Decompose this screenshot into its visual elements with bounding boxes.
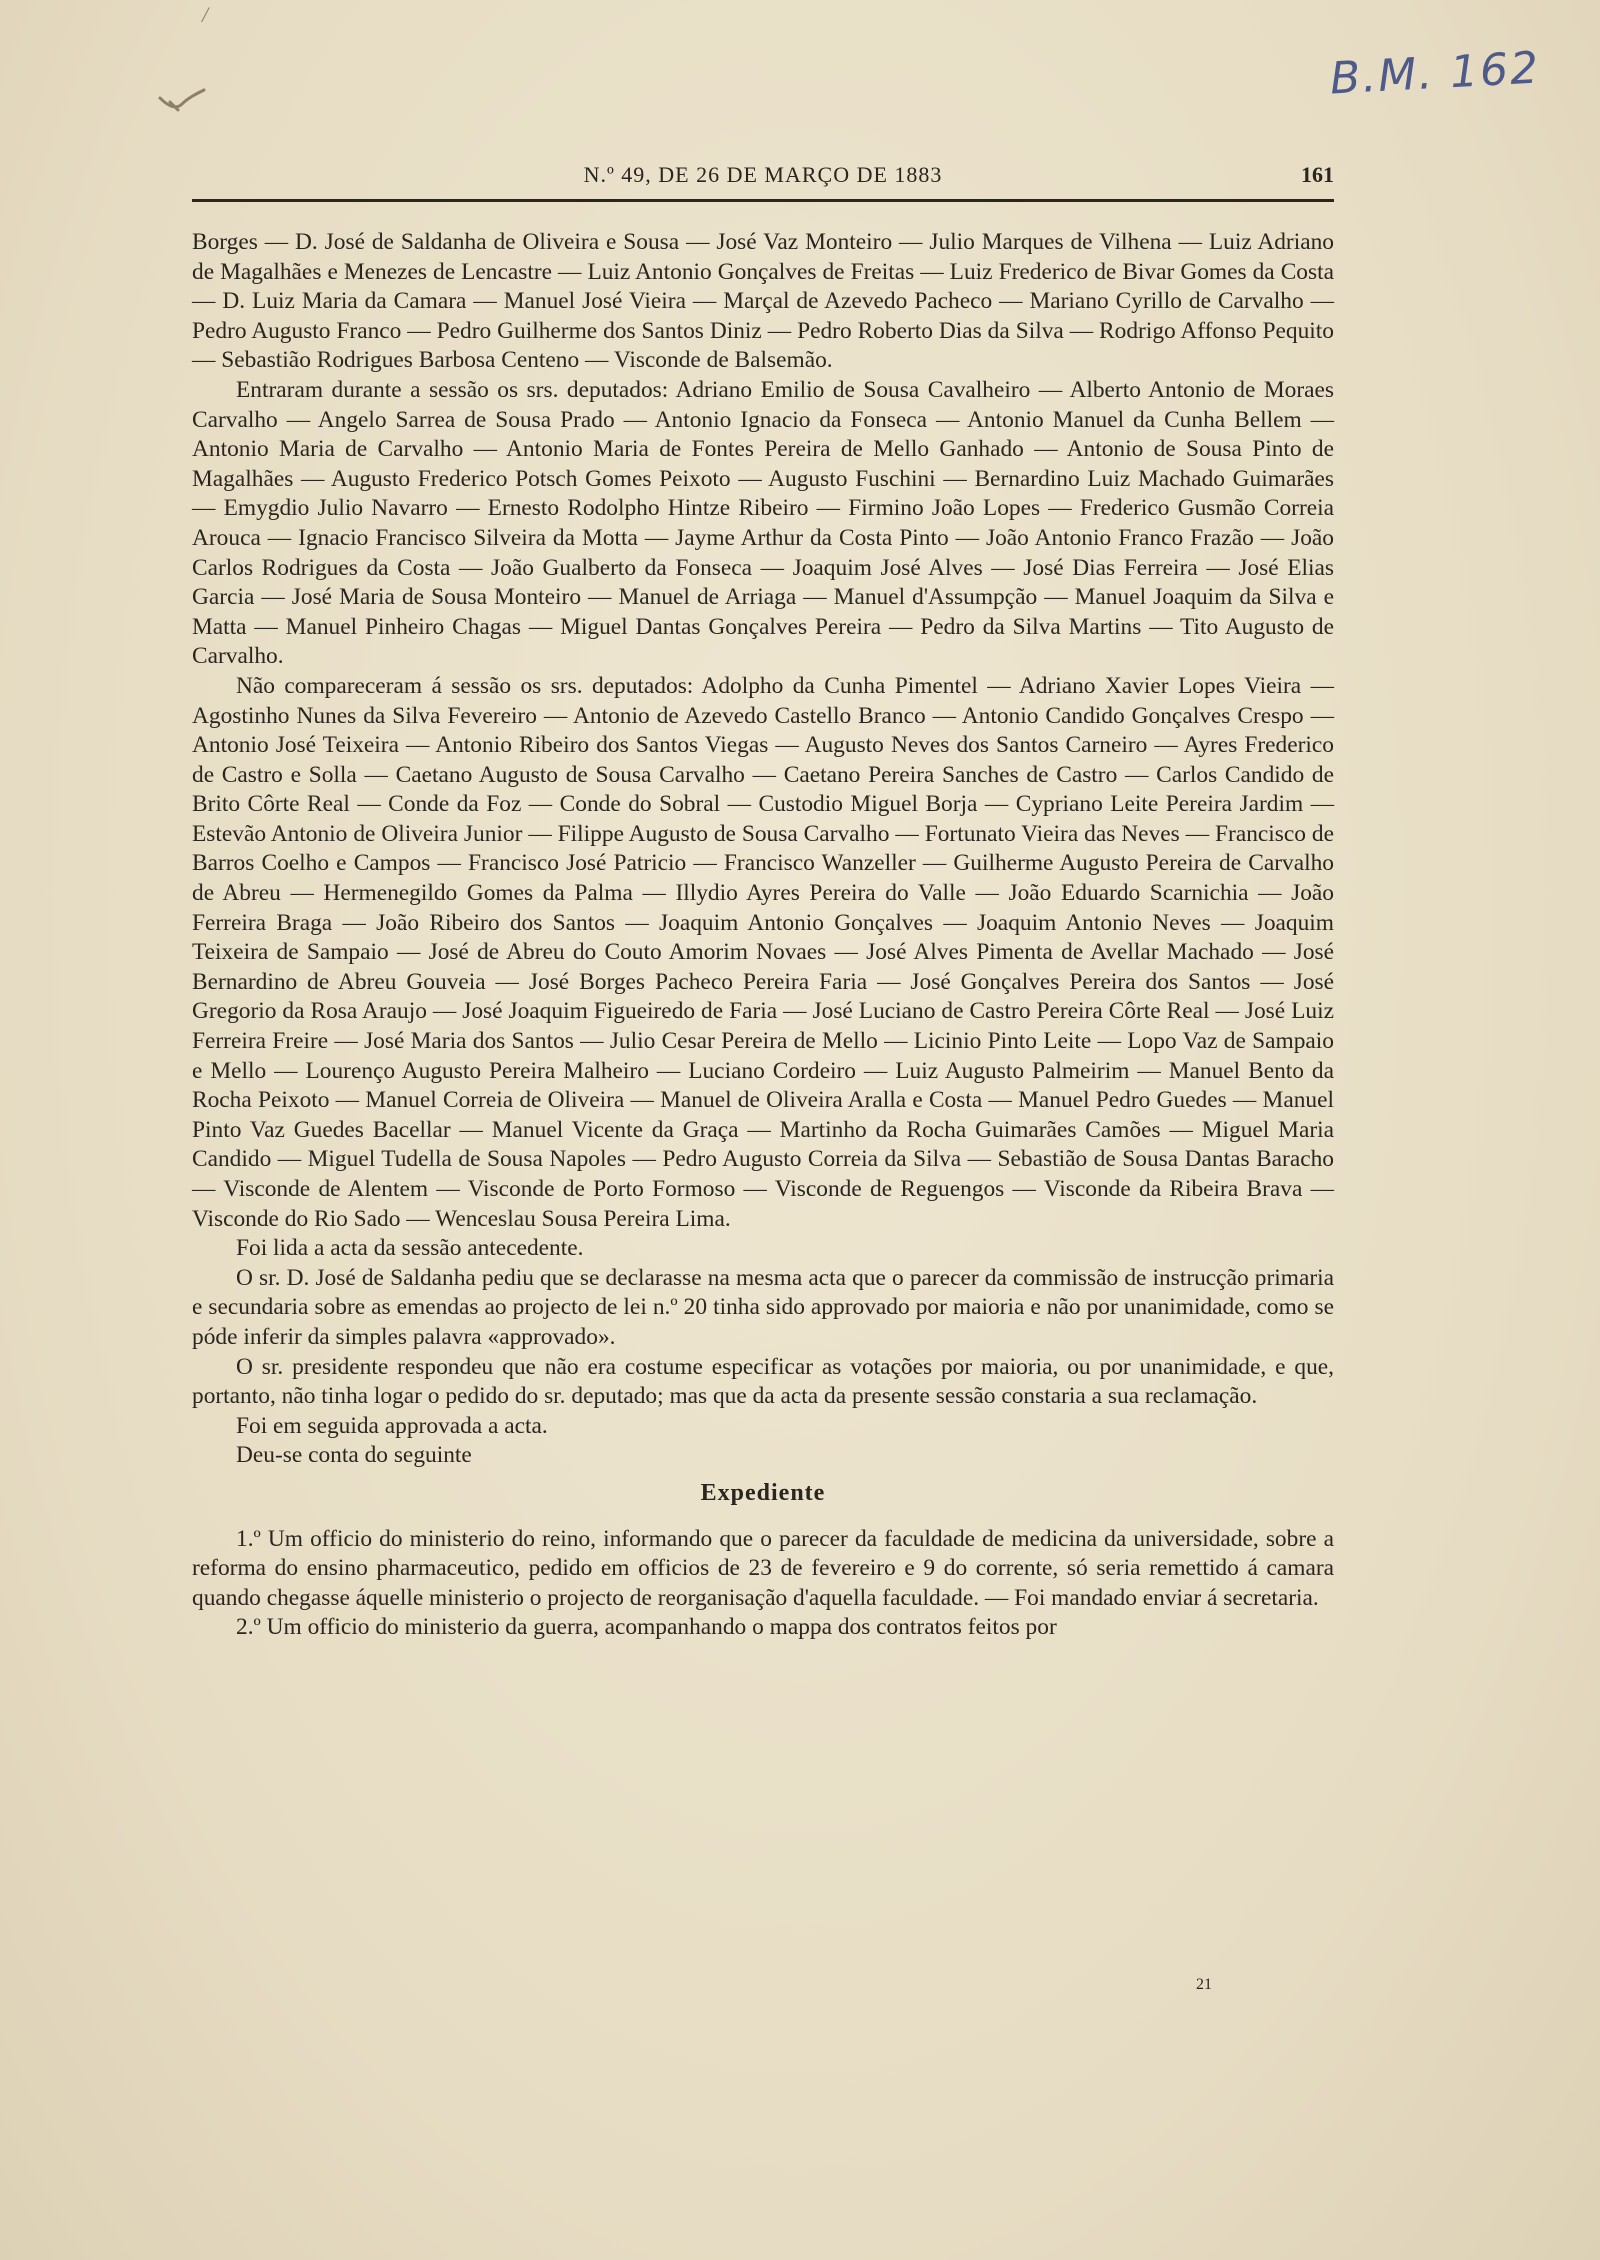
handwritten-catalog-ref: B.M. 162 [1328, 42, 1542, 105]
page-number: 161 [1301, 162, 1334, 187]
paragraph-minutes-read: Foi lida a acta da sessão antecedente. [236, 1235, 584, 1262]
paragraph-present-deputies: Borges — D. José de Saldanha de Oliveira e Sousa — José Vaz Monteiro — Julio Marques de Vilhena — Luiz Adriano de Magalhães e Menezes de Lencastre — Luiz Antonio Gonçalves de Freitas — Luiz Frederico de Bivar Gomes da Costa — D. Luiz Maria da Camara — Manuel José Vieira — Marçal de Azevedo Pacheco — Mariano Cyrillo de Carvalho — Pedro Augusto Franco — Pedro Guilherme dos Santos Diniz — Pedro Roberto Dias da Silva — Rodrigo Affonso Pequito — Sebastião Rodrigues Barbosa Centeno — Visconde de Balsemão. [192, 229, 1334, 374]
expediente-item-1: 1.º Um officio do ministerio do reino, informando que o parecer da faculdade de medicina da universidade, sobre a reforma do ensino pharmaceutico, pedido em officios de 23 de fevereiro e 9 do corrente, só seria remettido á camara quando chegasse áquelle ministerio o projecto de reorganisação d'aquella faculdade. — Foi mandado enviar á secretaria. [192, 1525, 1334, 1611]
section-title-expediente: Expediente [700, 1479, 826, 1506]
page-header [192, 158, 1334, 194]
paragraph-absent-deputies: Não compareceram á sessão os srs. deputados: Adolpho da Cunha Pimentel — Adriano Xavier Lopes Vieira — Agostinho Nunes da Silva Fevereiro — Antonio de Azevedo Castello Branco — Antonio Candido Gonçalves Crespo — Antonio José Teixeira — Antonio Ribeiro dos Santos Viegas — Augusto Neves dos Santos Carneiro — Ayres Frederico de Castro e Solla — Caetano Augusto de Sousa Carvalho — Caetano Pereira Sanches de Castro — Carlos Candido de Brito Côrte Real — Conde da Foz — Conde do Sobral — Custodio Miguel Borja — Cypriano Leite Pereira Jardim — Estevão Antonio de Oliveira Junior — Filippe Augusto de Sousa Carvalho — Fortunato Vieira das Neves — Francisco de Barros Coelho e Campos — Francisco José Patricio — Francisco Wanzeller — Guilherme Augusto Pereira de Carvalho de Abreu — Hermenegildo Gomes da Palma — Illydio Ayres Pereira do Valle — João Eduardo Scarnichia — João Ferreira Braga — João Ribeiro dos Santos — Joaquim Antonio Gonçalves — Joaquim Antonio Neves — Joaquim Teixeira de Sampaio — José de Abreu do Couto Amorim Novaes — José Alves Pimenta de Avellar Machado — José Bernardino de Abreu Gouveia — José Borges Pacheco Pereira Faria — José Gonçalves Pereira dos Santos — José Gregorio da Rosa Araujo — José Joaquim Figueiredo de Faria — José Luciano de Castro Pereira Côrte Real — José Luiz Ferreira Freire — José Maria dos Santos — Julio Cesar Pereira de Mello — Licinio Pinto Leite — Lopo Vaz de Sampaio e Mello — Lourenço Augusto Pereira Malheiro — Luciano Cordeiro — Luiz Augusto Palmeirim — Manuel Bento da Rocha Peixoto — Manuel Correia de Oliveira — Manuel de Oliveira Aralla e Costa — Manuel Pedro Guedes — Manuel Pinto Vaz Guedes Bacellar — Manuel Vicente da Graça — Martinho da Rocha Guimarães Camões — Miguel Maria Candido — Miguel Tudella de Sousa Napoles — Pedro Augusto Correia da Silva — Sebastião de Sousa Dantas Baracho — Visconde de Alentem — Visconde de Porto Formoso — Visconde de Reguengos — Visconde da Ribeira Brava — Visconde do Rio Sado — Wenceslau Sousa Pereira Lima. [192, 672, 1334, 1232]
session-text [192, 228, 1334, 1643]
expediente-item-2: 2.º Um officio do ministerio da guerra, acompanhando o mappa dos contratos feitos por [236, 1614, 1057, 1641]
paragraph-president-reply: O sr. presidente respondeu que não era costume especificar as votações por maioria, ou por unanimidade, e que, portanto, não tinha logar o pedido do sr. deputado; mas que da acta da presente sessão constaria a sua reclamação. [192, 1353, 1334, 1410]
paragraph-following: Deu-se conta do seguinte [236, 1442, 472, 1469]
paragraph-saldanha-request: O sr. D. José de Saldanha pediu que se declarasse na mesma acta que o parecer da commissão de instrucção primaria e secundaria sobre as emendas ao projecto de lei n.º 20 tinha sido approvado por maioria e não por unanimidade, como se póde inferir da simples palavra «approvado». [192, 1264, 1334, 1350]
issue-title: N.º 49, DE 26 DE MARÇO DE 1883 [583, 162, 943, 187]
paragraph-minutes-approved: Foi em seguida approvada a acta. [236, 1412, 548, 1439]
pencil-check-mark [158, 88, 206, 114]
top-pencil-tick: / [202, 2, 209, 27]
header-rule [192, 199, 1334, 202]
paragraph-entered-deputies: Entraram durante a sessão os srs. deputados: Adriano Emilio de Sousa Cavalheiro — Alberto Antonio de Moraes Carvalho — Angelo Sarrea de Sousa Prado — Antonio Ignacio da Fonseca — Antonio Manuel da Cunha Bellem — Antonio Maria de Carvalho — Antonio Maria de Fontes Pereira de Mello Ganhado — Antonio de Sousa Pinto de Magalhães — Augusto Frederico Potsch Gomes Peixoto — Augusto Fuschini — Bernardino Luiz Machado Guimarães — Emygdio Julio Navarro — Ernesto Rodolpho Hintze Ribeiro — Firmino João Lopes — Frederico Gusmão Correia Arouca — Ignacio Francisco Silveira da Motta — Jayme Arthur da Costa Pinto — João Antonio Franco Frazão — João Carlos Rodrigues da Costa — João Gualberto da Fonseca — Joaquim José Alves — José Dias Ferreira — José Elias Garcia — José Maria de Sousa Monteiro — Manuel de Arriaga — Manuel d'Assumpção — Manuel Joaquim da Silva e Matta — Manuel Pinheiro Chagas — Miguel Dantas Gonçalves Pereira — Pedro da Silva Martins — Tito Augusto de Carvalho. [192, 376, 1334, 670]
printer-signature-mark: 21 [1196, 1976, 1212, 1993]
